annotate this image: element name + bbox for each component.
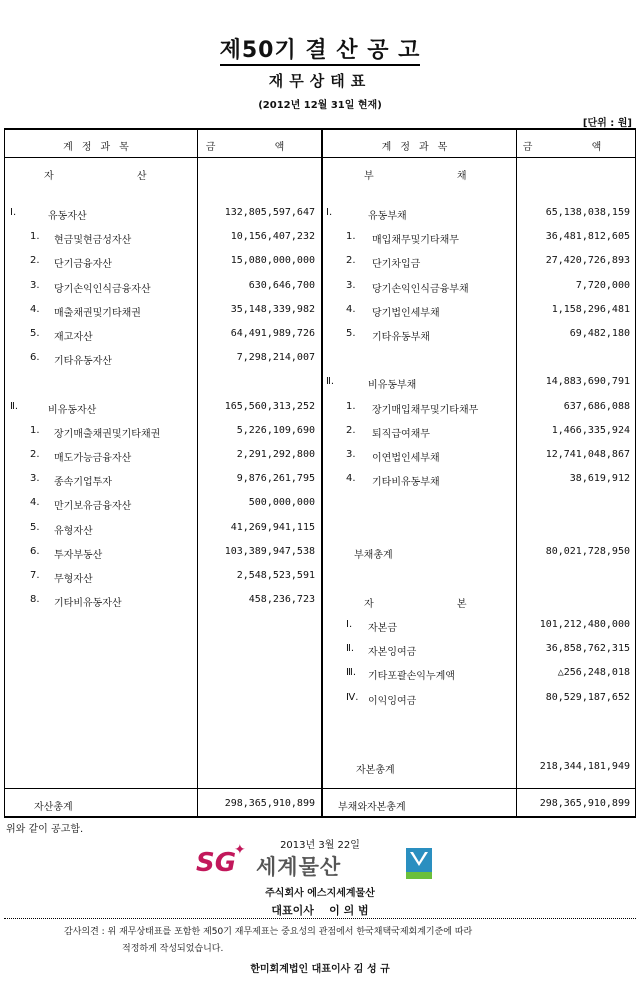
account-amount: 101,212,480,000: [539, 619, 630, 630]
emblem-icon: [404, 846, 434, 880]
account-name: 비유동부채: [368, 380, 417, 392]
account-name: 당기손익인식금융자산: [54, 283, 151, 295]
account-amount: 7,298,214,007: [236, 352, 315, 364]
account-name: 매도가능금융자산: [54, 453, 132, 464]
account-amount: 1,466,335,924: [551, 424, 630, 436]
account-amount: 35,148,339,982: [230, 303, 315, 315]
account-name: 매입채무및기타채무: [372, 235, 459, 247]
account-name: 이연법인세부채: [372, 453, 440, 464]
col-header-account: 계정과목: [63, 142, 138, 153]
account-amount: 2,291,292,800: [236, 449, 315, 460]
account-amount: 80,529,187,652: [545, 691, 630, 703]
account-name: 기타포괄손익누계액: [368, 671, 455, 683]
account-name: 단기차입금: [372, 259, 421, 271]
notice-title: 제50기 결 산 공 고: [0, 33, 640, 64]
equity-section-label: 자 본: [364, 599, 507, 610]
row-number: 3.: [30, 473, 40, 485]
statement-title: 재무상태표: [268, 72, 372, 90]
row-number: 4.: [30, 497, 40, 509]
row-number: 1.: [30, 231, 40, 243]
account-amount: 2,548,523,591: [236, 570, 315, 581]
liabilities-total-label: 부채총계: [354, 550, 393, 561]
row-number: 6.: [30, 545, 40, 557]
account-amount: 5,226,109,690: [236, 424, 315, 436]
account-amount: 15,080,000,000: [230, 255, 315, 267]
account-amount: 36,481,812,605: [545, 231, 630, 243]
row-number: 2.: [346, 255, 356, 267]
liabilities-total-amount: 80,021,728,950: [545, 546, 630, 557]
account-amount: 12,741,048,867: [545, 449, 630, 460]
account-amount: 1,158,296,481: [551, 303, 630, 315]
row-number: 4.: [346, 473, 356, 485]
account-name: 투자부동산: [54, 549, 103, 561]
divider: [4, 918, 636, 919]
liabilities-section-label: 부 채: [364, 171, 507, 182]
account-name: 매출채권및기타채권: [54, 307, 141, 319]
col-header-amount: 금 액: [522, 142, 630, 153]
row-number: 3.: [346, 449, 356, 460]
account-name: 기타비유동자산: [54, 598, 122, 610]
balance-sheet-table: [4, 128, 636, 818]
row-number: I.: [326, 207, 333, 218]
row-number: 7.: [30, 570, 40, 581]
row-number: Ⅲ.: [346, 667, 357, 679]
header-divider: [4, 157, 636, 158]
star-icon: ✦: [234, 842, 246, 858]
account-name: 재고자산: [54, 332, 93, 343]
row-number: 3.: [30, 279, 40, 291]
ceo-name: 대표이사 이 의 범: [271, 904, 369, 917]
account-name: 이익잉여금: [368, 695, 417, 707]
account-amount: 27,420,726,893: [545, 255, 630, 267]
account-name: 장기매입채무및기타채무: [372, 404, 479, 416]
account-amount: 64,491,989,726: [230, 328, 315, 339]
account-name: 기타유동자산: [54, 356, 112, 368]
account-name: 기타비유동부채: [372, 477, 440, 489]
notice-statement: 위와 같이 공고함.: [6, 824, 84, 835]
row-number: 5.: [30, 328, 40, 339]
table-border: [4, 130, 5, 816]
table-border: [635, 130, 636, 816]
audit-opinion-line2: 적정하게 작성되었습니다.: [122, 944, 224, 954]
account-amount: 458,236,723: [248, 594, 315, 606]
audit-opinion-line1: 감사의견 : 위 재무상태표를 포함한 제50기 재무제표는 중요성의 관점에서 한국채택국제회계기준에 따라: [64, 927, 473, 937]
row-number: 2.: [30, 449, 40, 460]
col-header-account: 계정과목: [381, 142, 457, 153]
row-number: 2.: [346, 424, 356, 436]
row-number: Ⅱ.: [346, 643, 355, 655]
liab-equity-total-label: 부채와자본총계: [338, 802, 406, 813]
row-number: 2.: [30, 255, 40, 267]
account-name: 무형자산: [54, 574, 93, 585]
account-name: 퇴직급여채무: [372, 428, 430, 440]
account-name: 당기손익인식금융부채: [372, 283, 469, 295]
column-divider: [321, 130, 323, 816]
account-name: 당기법인세부채: [372, 307, 440, 319]
account-amount: 38,619,912: [569, 473, 630, 485]
account-name: 단기금융자산: [54, 259, 112, 271]
account-amount: 132,805,597,647: [224, 207, 315, 218]
assets-total-label: 자산총계: [34, 802, 73, 813]
account-amount: 7,720,000: [575, 279, 630, 291]
equity-total-amount: 218,344,181,949: [539, 761, 630, 772]
row-number: 4.: [346, 303, 356, 315]
unit-label: [단위 : 원]: [582, 118, 632, 129]
account-amount: 41,269,941,115: [230, 521, 315, 533]
account-name: 종속기업투자: [54, 477, 112, 489]
account-name: 자본금: [368, 623, 397, 634]
account-amount: 14,883,690,791: [545, 376, 630, 388]
row-number: 1.: [30, 424, 40, 436]
company-name: 주식회사 에스지세계물산: [265, 888, 375, 899]
equity-total-label: 자본총계: [356, 765, 395, 776]
account-amount: 103,389,947,538: [224, 545, 315, 557]
logo-name: 세계물산: [256, 855, 342, 879]
totals-divider: [4, 788, 636, 789]
account-name: 만기보유금융자산: [54, 501, 132, 513]
account-name: 유동자산: [48, 211, 87, 222]
account-name: 장기매출채권및기타채권: [54, 428, 161, 440]
row-number: 1.: [346, 400, 356, 412]
account-amount: △256,248,018: [557, 667, 630, 679]
account-name: 유동부채: [368, 211, 407, 222]
row-number: Ⅳ.: [346, 691, 359, 703]
account-amount: 69,482,180: [569, 328, 630, 339]
account-name: 기타유동부채: [372, 332, 430, 343]
auditor-name: 한미회계법인 대표이사 김 성 규: [250, 964, 390, 975]
account-amount: 65,138,038,159: [545, 207, 630, 218]
row-number: 8.: [30, 594, 40, 606]
account-name: 자본잉여금: [368, 647, 417, 659]
account-name: 현금및현금성자산: [54, 235, 132, 247]
assets-total-amount: 298,365,910,899: [224, 798, 315, 809]
row-number: 6.: [30, 352, 40, 364]
account-amount: 637,686,088: [563, 400, 630, 412]
account-amount: 10,156,407,232: [230, 231, 315, 243]
account-name: 비유동자산: [48, 404, 97, 416]
row-number: 1.: [346, 231, 356, 243]
logo-brand: SG: [196, 848, 237, 878]
account-amount: 165,560,313,252: [224, 400, 315, 412]
row-number: 4.: [30, 303, 40, 315]
notice-date: 2013년 3월 22일: [280, 840, 360, 851]
liab-equity-total-amount: 298,365,910,899: [539, 798, 630, 809]
assets-section-label: 자 산: [44, 171, 187, 182]
row-number: 3.: [346, 279, 356, 291]
row-number: Ⅱ.: [10, 400, 19, 412]
row-number: Ⅱ.: [326, 376, 335, 388]
account-name: 유형자산: [54, 525, 93, 537]
as-of-date: (2012년 12월 31일 현재): [258, 100, 382, 111]
row-number: I.: [10, 207, 17, 218]
account-amount: 9,876,261,795: [236, 473, 315, 485]
row-number: 5.: [30, 521, 40, 533]
account-amount: 36,858,762,315: [545, 643, 630, 655]
col-header-amount: 금 액: [205, 142, 313, 153]
account-amount: 500,000,000: [248, 497, 315, 509]
account-amount: 630,646,700: [248, 279, 315, 291]
row-number: 5.: [346, 328, 356, 339]
row-number: I.: [346, 619, 353, 630]
